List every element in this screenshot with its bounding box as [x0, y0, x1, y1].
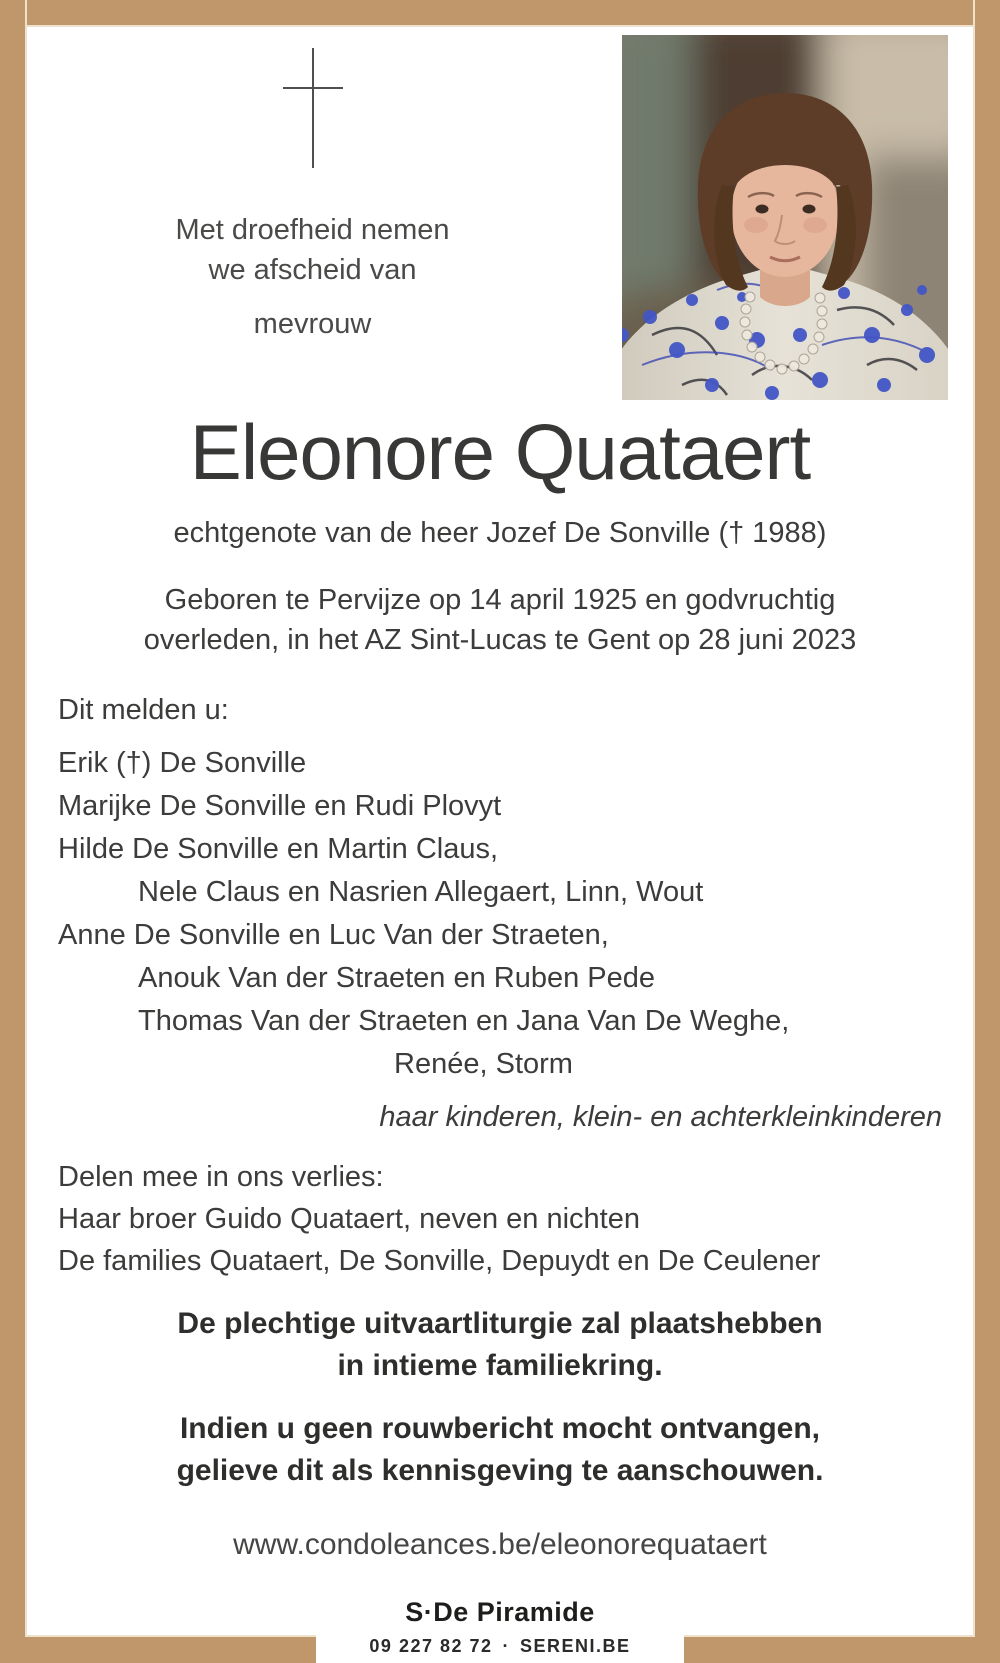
service-notice: [25, 1303, 975, 1387]
relation-note: haar kinderen, klein- en achterkleinkinderen: [379, 1101, 942, 1133]
header-left-column: [25, 25, 600, 341]
condolences-line: De families Quataert, De Sonville, Depuydt en De Ceulener: [58, 1245, 821, 1277]
no-notice-disclaimer: [25, 1408, 975, 1492]
condolences-line: Haar broer Guido Quataert, neven en nichten: [58, 1203, 640, 1235]
service-line-2: in intieme familiekring.: [337, 1349, 663, 1382]
frame-right: [973, 0, 1000, 1663]
header: [25, 25, 975, 400]
footer-phone: 09 227 82 72: [369, 1636, 493, 1656]
frame-left: [0, 0, 27, 1663]
family-line: Erik (†) De Sonville: [58, 747, 307, 779]
condolences-section: [58, 1156, 975, 1282]
deceased-name: Eleonore Quataert: [189, 408, 811, 496]
salutation: mevrouw: [253, 308, 372, 340]
service-line-1: De plechtige uitvaartliturgie zal plaatshebben: [177, 1307, 823, 1340]
birth-line: Geboren te Pervijze op 14 april 1925 en godvruchtig: [164, 584, 836, 616]
family-line: Anne De Sonville en Luc Van der Straeten,: [58, 919, 609, 951]
disclaimer-line-2: gelieve dit als kennisgeving te aanschouwen.: [176, 1454, 824, 1487]
condolence-url: www.condoleances.be/eleonorequataert: [233, 1528, 767, 1561]
condolences-heading: Delen mee in ons verlies:: [58, 1161, 384, 1193]
disclaimer-line-1: Indien u geen rouwbericht mocht ontvangen,: [179, 1412, 821, 1445]
family-line: Nele Claus en Nasrien Allegaert, Linn, Wout: [138, 876, 704, 908]
family-list: [58, 742, 975, 1086]
card-content: [25, 25, 975, 1566]
family-line: Thomas Van der Straeten en Jana Van De Weghe,: [138, 1005, 790, 1037]
intro-text: [25, 210, 600, 290]
cross-icon: [25, 47, 600, 174]
family-line: Anouk Van der Straeten en Ruben Pede: [138, 962, 656, 994]
announcement-heading: Dit melden u:: [58, 694, 229, 726]
intro-line-2: we afscheid van: [208, 254, 417, 286]
intro-line-1: Met droefheid nemen: [175, 214, 450, 246]
footer-separator: ·: [502, 1636, 511, 1656]
death-line: overleden, in het AZ Sint-Lucas te Gent op 28 juni 2023: [143, 624, 857, 656]
footer-website: SERENI.BE: [520, 1636, 631, 1656]
spouse-line: echtgenote van de heer Jozef De Sonville († 1988): [173, 517, 827, 549]
footer-contact: [0, 1636, 1000, 1657]
family-line: Marijke De Sonville en Rudi Plovyt: [58, 790, 502, 822]
portrait-photo: [622, 35, 948, 400]
funeral-home-logo: S·De Piramide: [405, 1597, 595, 1627]
life-dates: [25, 580, 975, 660]
family-line: Hilde De Sonville en Martin Claus,: [58, 833, 499, 865]
family-line: Renée, Storm: [394, 1048, 573, 1080]
frame-top: [0, 0, 1000, 27]
